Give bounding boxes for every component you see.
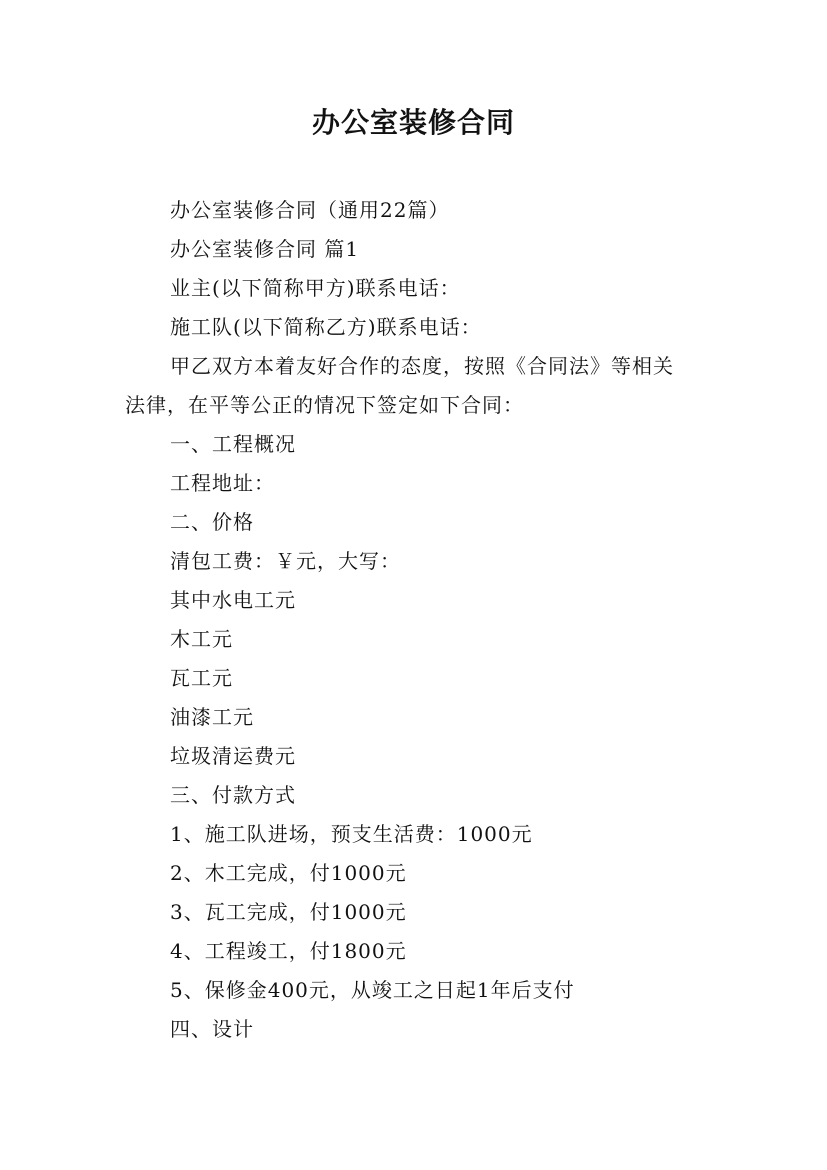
- party-a-line: 业主(以下简称甲方)联系电话：: [170, 276, 461, 300]
- payment-item-4: 4、工程竣工，付1800元: [170, 939, 407, 963]
- preamble-line-1: 甲乙双方本着友好合作的态度，按照《合同法》等相关: [170, 354, 674, 378]
- plumbing-electric-line: 其中水电工元: [170, 588, 296, 612]
- project-address-line: 工程地址：: [170, 471, 275, 495]
- painting-line: 油漆工元: [170, 705, 254, 729]
- heading-payment-method: 三、付款方式: [170, 783, 296, 807]
- heading-design: 四、设计: [170, 1017, 254, 1041]
- document-title: 办公室装修合同: [311, 106, 515, 139]
- heading-project-overview: 一、工程概况: [170, 432, 296, 456]
- payment-item-5: 5、保修金400元，从竣工之日起1年后支付: [170, 978, 575, 1002]
- labor-fee-line: 清包工费：￥元，大写：: [170, 549, 401, 573]
- party-b-line: 施工队(以下简称乙方)联系电话：: [170, 315, 482, 339]
- tiling-line: 瓦工元: [170, 666, 233, 690]
- carpentry-line: 木工元: [170, 627, 233, 651]
- payment-item-3: 3、瓦工完成，付1000元: [170, 900, 407, 924]
- doc-subtitle: 办公室装修合同（通用22篇）: [170, 198, 450, 222]
- payment-item-1: 1、施工队进场，预支生活费：1000元: [170, 822, 533, 846]
- heading-price: 二、价格: [170, 510, 254, 534]
- waste-removal-line: 垃圾清运费元: [170, 744, 296, 768]
- payment-item-2: 2、木工完成，付1000元: [170, 861, 407, 885]
- preamble-line-2: 法律，在平等公正的情况下签定如下合同：: [125, 393, 524, 417]
- section-heading-part-1: 办公室装修合同 篇1: [170, 237, 360, 261]
